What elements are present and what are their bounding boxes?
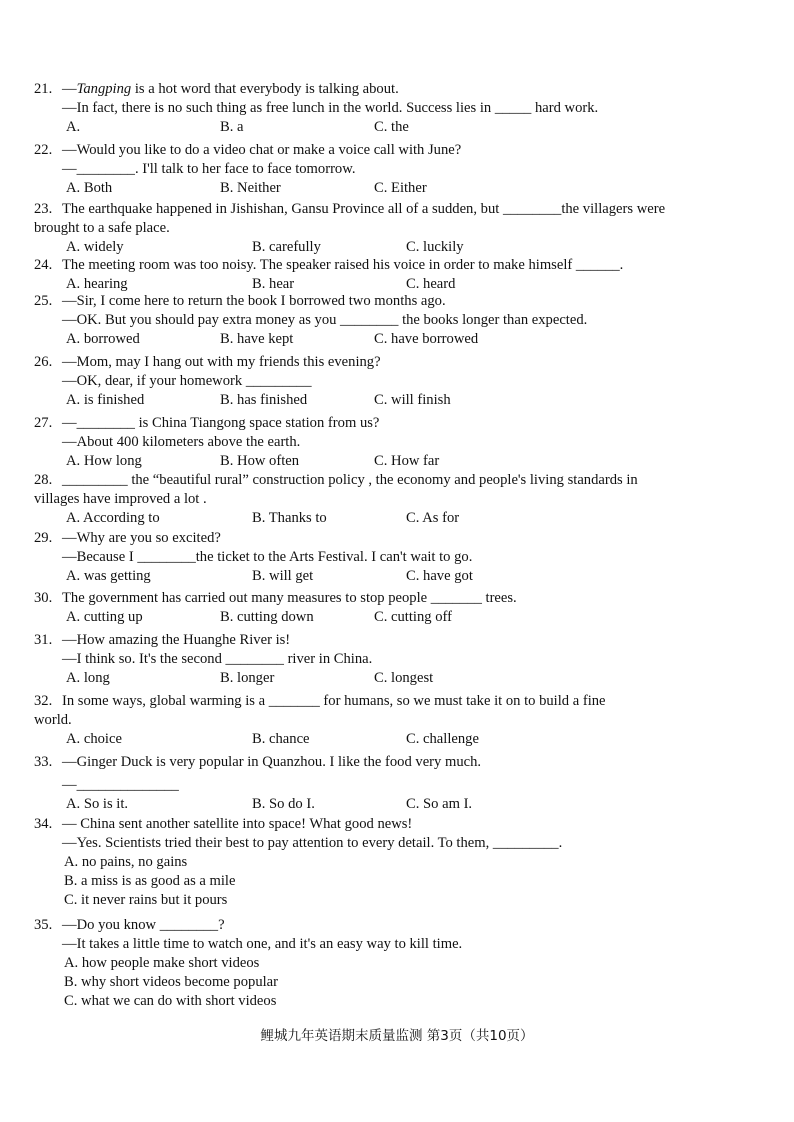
option-a: A. So is it. <box>66 796 129 812</box>
question-line: — China sent another satellite into space! What good news! <box>62 816 413 832</box>
option-c: C. cutting off <box>374 609 452 625</box>
option-c: C. Either <box>374 180 427 196</box>
question-line: —Mom, may I hang out with my friends this evening? <box>62 354 381 370</box>
question-number: 31. <box>34 632 53 648</box>
question-number: 25. <box>34 293 53 309</box>
question-number: 23. <box>34 201 53 217</box>
option-a: A. how people make short videos <box>64 955 260 971</box>
option-b: B. a miss is as good as a mile <box>64 873 236 889</box>
question-line: —Yes. Scientists tried their best to pay attention to every detail. To them, _________. <box>62 835 563 851</box>
question-27 <box>34 414 684 471</box>
option-b: B. hear <box>252 276 295 292</box>
question-number: 34. <box>34 816 53 832</box>
question-line: _________ the “beautiful rural” construction policy , the economy and people's living standards in villages have improved a lot . <box>34 472 638 507</box>
option-a: A. hearing <box>66 276 128 292</box>
option-a: A. long <box>66 670 110 686</box>
option-c: C. longest <box>374 670 434 686</box>
question-25 <box>34 292 684 349</box>
option-a: A. According to <box>66 510 160 526</box>
question-number: 22. <box>34 142 53 158</box>
option-c: C. the <box>374 119 409 135</box>
question-28 <box>34 471 684 528</box>
option-c: C. what we can do with short videos <box>64 993 277 1009</box>
option-b: B. chance <box>252 731 310 747</box>
question-number: 21. <box>34 81 53 97</box>
question-22 <box>34 141 684 198</box>
italic-term: Tangping <box>76 81 132 97</box>
question-line: —______________ <box>62 777 179 793</box>
question-line: —Sir, I come here to return the book I borrowed two months ago. <box>62 293 446 309</box>
option-a: A. Both <box>66 180 113 196</box>
question-number: 32. <box>34 693 53 709</box>
question-line: —Why are you so excited? <box>62 530 221 546</box>
question-line: —In fact, there is no such thing as free lunch in the world. Success lies in _____ hard work. <box>62 100 599 116</box>
option-c: C. it never rains but it pours <box>64 892 228 908</box>
option-b: B. How often <box>220 453 300 469</box>
question-number: 33. <box>34 754 53 770</box>
option-b: B. will get <box>252 568 314 584</box>
option-b: B. longer <box>220 670 275 686</box>
question-29 <box>34 529 684 586</box>
question-line: —It takes a little time to watch one, and it's an easy way to kill time. <box>62 936 463 952</box>
question-24 <box>34 256 684 294</box>
question-line: The earthquake happened in Jishishan, Gansu Province all of a sudden, but ________the villagers were brought to a safe place. <box>34 201 666 236</box>
question-line: —OK. But you should pay extra money as you ________ the books longer than expected. <box>62 312 588 328</box>
option-b: B. a <box>220 119 244 135</box>
question-30 <box>34 589 684 627</box>
option-a: A. is finished <box>66 392 145 408</box>
question-23 <box>34 200 684 257</box>
option-c: C. So am I. <box>406 796 473 812</box>
option-a: A. no pains, no gains <box>64 854 188 870</box>
option-a: A. widely <box>66 239 124 255</box>
question-number: 24. <box>34 257 53 273</box>
question-line: —Would you like to do a video chat or make a voice call with June? <box>62 142 462 158</box>
option-c: C. heard <box>406 276 456 292</box>
option-a: A. borrowed <box>66 331 140 347</box>
question-line: —OK, dear, if your homework _________ <box>62 373 312 389</box>
option-a: A. <box>66 119 81 135</box>
option-b: B. So do I. <box>252 796 315 812</box>
question-line: —Because I ________the ticket to the Arts Festival. I can't wait to go. <box>62 549 473 565</box>
question-26 <box>34 353 684 410</box>
question-35 <box>34 916 684 1011</box>
question-number: 29. <box>34 530 53 546</box>
option-c: C. How far <box>374 453 440 469</box>
question-line: —________ is China Tiangong space station from us? <box>62 415 380 431</box>
option-c: C. have borrowed <box>374 331 479 347</box>
question-34 <box>34 815 684 910</box>
option-b: B. Neither <box>220 180 281 196</box>
question-line: —About 400 kilometers above the earth. <box>62 434 301 450</box>
question-number: 27. <box>34 415 53 431</box>
question-line: —Tangping is a hot word that everybody is talking about. <box>62 81 399 97</box>
question-21 <box>34 80 684 137</box>
question-31 <box>34 631 684 688</box>
question-line: —________. I'll talk to her face to face tomorrow. <box>62 161 356 177</box>
question-line: —How amazing the Huanghe River is! <box>62 632 291 648</box>
question-number: 30. <box>34 590 53 606</box>
question-number: 26. <box>34 354 53 370</box>
question-line: —Ginger Duck is very popular in Quanzhou. I like the food very much. <box>62 754 482 770</box>
option-b: B. has finished <box>220 392 308 408</box>
option-b: B. why short videos become popular <box>64 974 279 990</box>
option-c: C. luckily <box>406 239 464 255</box>
option-a: A. How long <box>66 453 142 469</box>
option-b: B. carefully <box>252 239 321 255</box>
question-line: In some ways, global warming is a _______ for humans, so we must take it on to build a fine world. <box>34 693 606 728</box>
option-a: A. was getting <box>66 568 151 584</box>
option-b: B. have kept <box>220 331 294 347</box>
option-a: A. cutting up <box>66 609 143 625</box>
question-33 <box>34 753 684 814</box>
question-number: 35. <box>34 917 53 933</box>
option-b: B. cutting down <box>220 609 314 625</box>
question-line: The meeting room was too noisy. The speaker raised his voice in order to make himself ______. <box>62 257 624 273</box>
question-line: The government has carried out many measures to stop people _______ trees. <box>62 590 517 606</box>
option-c: C. have got <box>406 568 473 584</box>
question-line: —I think so. It's the second ________ river in China. <box>62 651 373 667</box>
option-a: A. choice <box>66 731 122 747</box>
question-line: —Do you know ________? <box>62 917 225 933</box>
option-c: C. challenge <box>406 731 479 747</box>
question-32 <box>34 692 684 749</box>
page-footer: 鲤城九年英语期末质量监测 第3页（共10页） <box>260 1028 534 1044</box>
option-c: C. will finish <box>374 392 451 408</box>
option-c: C. As for <box>406 510 460 526</box>
option-b: B. Thanks to <box>252 510 327 526</box>
question-number: 28. <box>34 472 53 488</box>
